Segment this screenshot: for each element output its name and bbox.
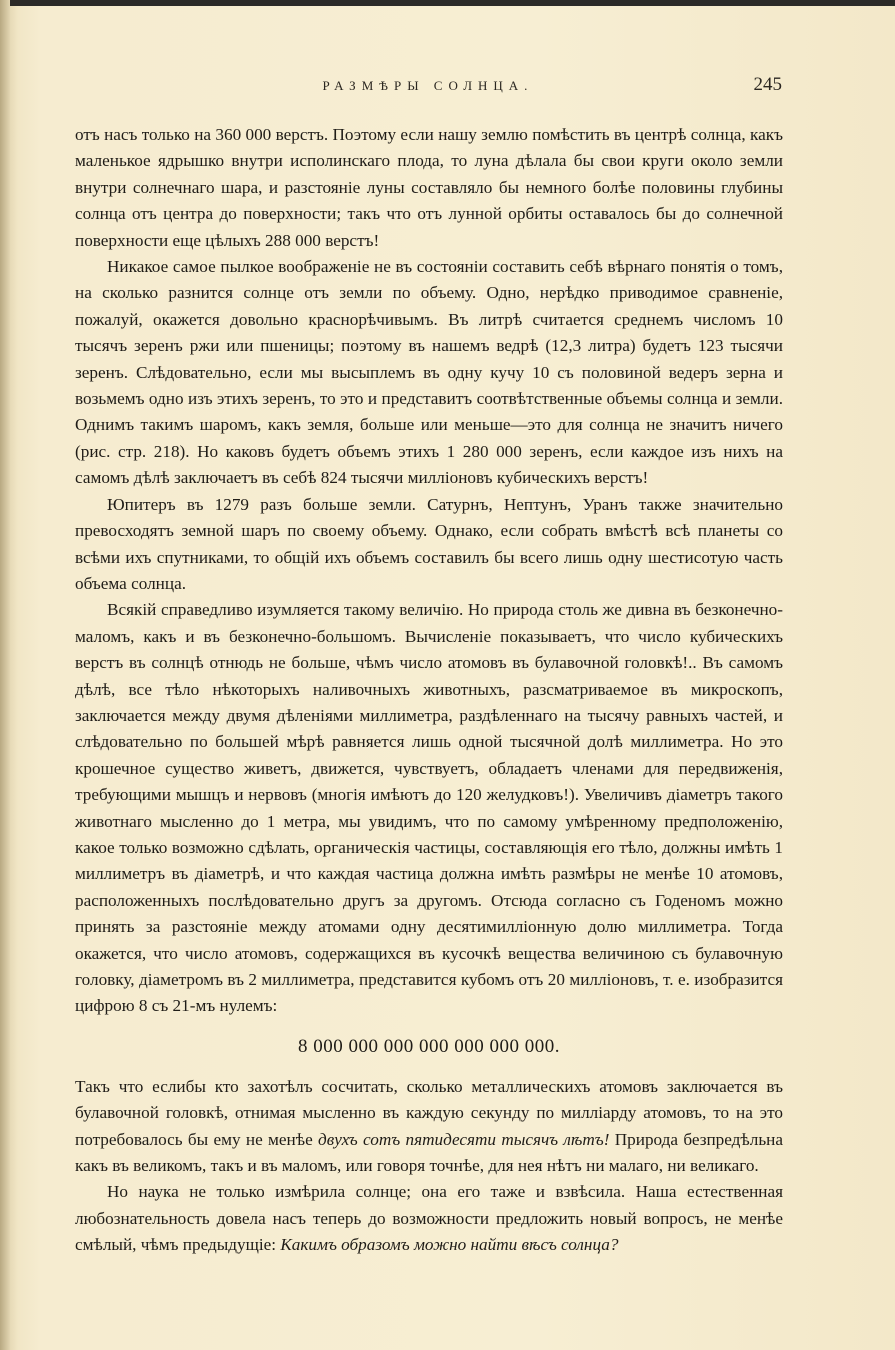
paragraph-4: Всякій справедливо изумляется такому величію. Но природа столь же дивна въ безконечно-маломъ, какъ и въ безконечно-большомъ. Вычисленіе показываетъ, что число кубическихъ верстъ въ солнцѣ отнюдь не больше, чѣмъ число атомовъ въ булавочной головкѣ!.. Въ самомъ дѣлѣ, все тѣло нѣкоторыхъ наливочныхъ животныхъ, разсматриваемое въ микроскопъ, заключается между двумя дѣленіями миллиметра, раздѣленнаго на тысячу равныхъ частей, и слѣдовательно по большей мѣрѣ равняется лишь одной тысячной долѣ миллиметра. Но это крошечное существо живетъ, движется, чувствуетъ, обладаетъ членами для передвиженія, требующими мышцъ и нервовъ (многія имѣютъ до 120 желудковъ!). Увеличивъ діаметръ такого животнаго мысленно до 1 метра, мы увидимъ, что по самому умѣренному предположенію, какое только возможно сдѣлать, органическія частицы, составляющія его тѣло, должны имѣть 1 миллиметръ въ діаметрѣ, и что каждая частица должна имѣть размѣры не менѣе 10 атомовъ, расположенныхъ послѣдовательно другъ за другомъ. Отсюда согласно съ Годеномъ можно принять за разстояніе между атомами одну десятимилліонную долю миллиметра. Тогда окажется, что число атомовъ, содержащихся въ кусочкѣ вещества величиною съ булавочную головку, діаметромъ въ 2 миллиметра, представится кубомъ отъ 20 милліоновъ, т. е. изобразится цифрою 8 съ 21-мъ нулемъ:: [75, 600, 783, 1016]
paragraph-6-italic: Какимъ образомъ можно найти вѣсъ солнца?: [280, 1235, 619, 1255]
paragraph-5: [75, 1074, 783, 1180]
paragraph-6-text-start: Но наука не только измѣрила солнце; она его таже и взвѣсила. Наша естественная любознательность довела насъ теперь до возможности предложить новый вопросъ, не менѣе смѣлый, чѣмъ предыдущіе:: [75, 1182, 783, 1255]
page-spine-shadow: [0, 0, 10, 1350]
paragraph-5-text-end: Природа безпредѣльна какъ въ великомъ, такъ и въ маломъ, или говоря точнѣе, для нея нѣтъ ни малаго, ни великаго.: [75, 1129, 783, 1176]
paragraph-5-italic: двухъ сотъ пятидесяти тысячъ лѣтъ!: [318, 1129, 610, 1149]
paragraph-3: Юпитеръ въ 1279 разъ больше земли. Сатурнъ, Нептунъ, Уранъ также значительно превосходятъ земной шаръ по своему объему. Однако, если собрать вмѣстѣ всѣ планеты со всѣми ихъ спутниками, то общій ихъ объемъ составилъ бы всего лишь одну шестисотую часть объема солнца.: [75, 494, 783, 593]
paragraph-1: отъ насъ только на 360 000 верстъ. Поэтому если нашу землю помѣстить въ центрѣ солнца, какъ маленькое ядрышко внутри исполинскаго плода, то луна дѣлала бы свои круги около земли внутри солнечнаго шара, и разстояніе луны составляло бы немного болѣе половины глубины солнца отъ центра до поверхности; такъ что отъ лунной орбиты оставалось бы до солнечной поверхности еще цѣлыхъ 288 000 верстъ!: [75, 125, 783, 250]
number-formula: 8 000 000 000 000 000 000 000.: [298, 1035, 560, 1057]
paragraph-6: [75, 1179, 783, 1258]
body-text: [75, 122, 783, 1259]
scan-top-edge: [0, 0, 895, 6]
running-title: РАЗМѢРЫ СОЛНЦА.: [322, 78, 534, 93]
paragraph-5-text-start: Такъ что еслибы кто захотѣлъ сосчитать, сколько металлическихъ атомовъ заключается въ булавочной головкѣ, отнимая мысленно въ каждую секунду по милліарду атомовъ, то на это потребовалось бы ему не менѣе: [75, 1076, 783, 1149]
page-number: 245: [753, 74, 782, 95]
paragraph-2: Никакое самое пылкое воображеніе не въ состояніи составить себѣ вѣрнаго понятія о томъ, на сколько разнится солнце отъ земли по объему. Одно, нерѣдко приводимое сравненіе, пожалуй, окажется довольно краснорѣчивымъ. Въ литрѣ считается среднемъ числомъ 10 тысячъ зеренъ ржи или пшеницы; поэтому въ нашемъ ведрѣ (12,3 литра) будетъ 123 тысячи зеренъ. Слѣдовательно, если мы высыплемъ въ одну кучу 10 съ половиной ведеръ зерна и возьмемъ одно изъ этихъ зеренъ, то это и представитъ соотвѣтственные объемы солнца и земли. Однимъ такимъ шаромъ, какъ земля, больше или меньше—это для солнца не значитъ ничего (рис. стр. 218). Но каковъ будетъ объемъ этихъ 1 280 000 зеренъ, если каждое изъ нихъ на самомъ дѣлѣ заключаетъ въ себѣ 824 тысячи милліоновъ кубическихъ верстъ!: [75, 257, 783, 488]
running-header: [74, 74, 782, 102]
